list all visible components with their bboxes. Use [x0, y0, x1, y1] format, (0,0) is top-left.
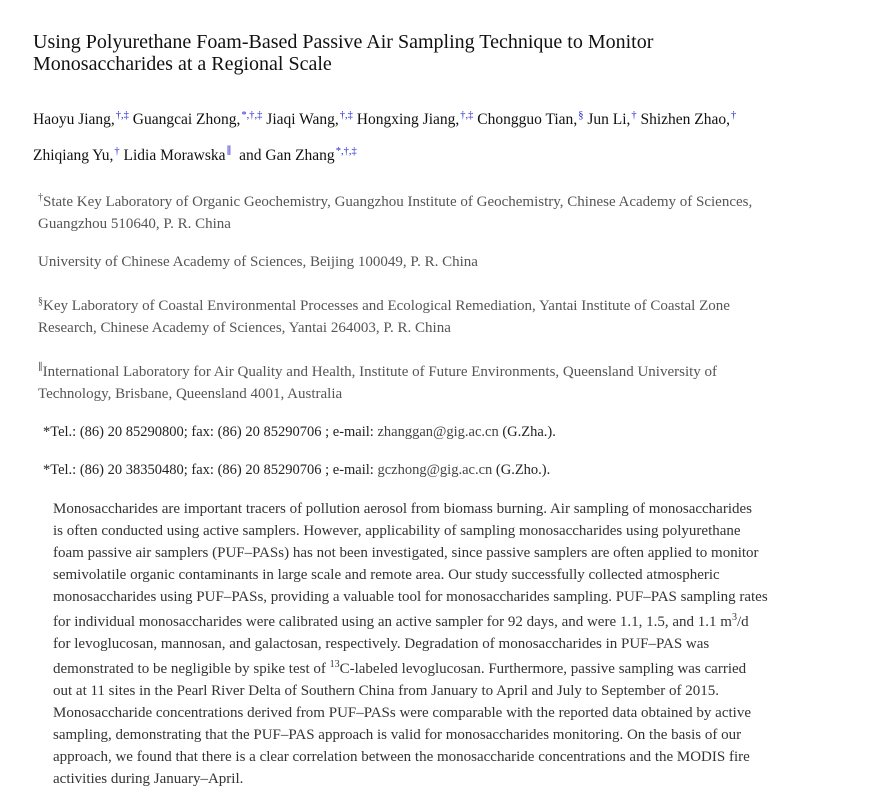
comma: ,: [455, 111, 460, 128]
affiliation-text: Research, Chinese Academy of Sciences, Yantai 264003, P. R. China: [38, 320, 451, 336]
abstract-line: Monosaccharides are important tracers of pollution aerosol from biomass burning. Air sampling of monosaccharides: [53, 501, 752, 517]
contact-initials: (G.Zha.).: [498, 424, 556, 440]
author-name: Haoyu Jiang: [33, 111, 111, 128]
abstract-line: out at 11 sites in the Pearl River Delta of Southern China from January to April and July to September of 2015.: [53, 683, 719, 699]
abstract-line: is often conducted using active samplers. However, applicability of sampling monosaccharides using polyurethane: [53, 523, 741, 539]
author-list-line-2: [33, 147, 863, 165]
title-line-1: Using Polyurethane Foam-Based Passive Air Sampling Technique to Monitor: [33, 31, 654, 53]
affiliation-text: State Key Laboratory of Organic Geochemistry, Guangzhou Institute of Geochemistry, Chinese Academy of Sciences,: [43, 194, 753, 210]
superscript: 13: [329, 659, 340, 670]
abstract-line: Monosaccharide concentrations derived from PUF–PASs were comparable with the reported data obtained by active: [53, 705, 751, 721]
author-name: Shizhen Zhao: [640, 111, 727, 128]
title-line-2: Monosaccharides at a Regional Scale: [33, 53, 332, 75]
contact-line-1: [43, 424, 556, 441]
comma: ,: [110, 111, 115, 128]
author-affiliation-mark[interactable]: *,†,‡: [241, 110, 263, 121]
author-name: Guangcai Zhong: [132, 111, 237, 128]
abstract-text: /d: [736, 614, 749, 630]
author-affiliation-mark[interactable]: †,‡: [339, 110, 353, 121]
abstract-line: semivolatile organic contaminants in large scale and remote area. Our study successfully collected atmospheric: [53, 567, 720, 583]
author-name: Hongxing Jiang: [356, 111, 456, 128]
affiliation-2: [38, 251, 848, 273]
affiliation-text: Technology, Brisbane, Queensland 4001, Australia: [38, 386, 343, 402]
author-affiliation-mark[interactable]: †: [631, 110, 637, 121]
author-affiliation-mark[interactable]: †: [114, 146, 120, 157]
contact-initials: (G.Zho.).: [492, 462, 551, 478]
affiliation-mark: §: [38, 296, 43, 307]
author-name: Gan Zhang: [265, 147, 335, 164]
comma: ,: [573, 111, 578, 128]
comma: ,: [726, 111, 731, 128]
contact-details: *Tel.: (86) 20 38350480; fax: (86) 20 85290706 ; e-mail:: [43, 462, 378, 478]
author-name: Zhiqiang Yu: [33, 147, 110, 164]
author-affiliation-mark[interactable]: *,†,‡: [335, 146, 357, 157]
author-affiliation-mark[interactable]: ∥: [226, 146, 232, 157]
affiliation-4: [38, 361, 848, 405]
affiliation-3: [38, 295, 848, 339]
abstract-line: for levoglucosan, mannosan, and galactosan, respectively. Degradation of monosaccharides in PUF–PAS was: [53, 636, 710, 652]
abstract-text: for individual monosaccharides were calibrated using an active sampler for 92 days, and were 1.1, 1.5, and 1.1 m: [53, 614, 732, 630]
comma: ,: [236, 111, 241, 128]
author-affiliation-mark[interactable]: §: [578, 110, 584, 121]
affiliation-text: University of Chinese Academy of Sciences, Beijing 100049, P. R. China: [38, 254, 478, 270]
author-affiliation-mark[interactable]: †,‡: [115, 110, 129, 121]
email-link[interactable]: zhanggan@gig.ac.cn: [377, 424, 499, 440]
abstract-text: C-labeled levoglucosan. Furthermore, passive sampling was carried: [339, 661, 747, 677]
author-name: Chongguo Tian: [477, 111, 574, 128]
abstract: [53, 498, 853, 790]
comma: ,: [334, 111, 339, 128]
author-name: Jiaqi Wang: [266, 111, 335, 128]
contact-line-2: [43, 462, 550, 479]
affiliation-1: [38, 191, 848, 235]
author-name: Lidia Morawska: [123, 147, 226, 164]
comma: ,: [626, 111, 631, 128]
author-list-line-1: [33, 111, 863, 129]
author-name: Jun Li: [587, 111, 627, 128]
and-connector: and: [239, 147, 262, 164]
affiliation-mark: †: [38, 192, 43, 203]
affiliation-text: International Laboratory for Air Quality and Health, Institute of Future Environments, Queensland University of: [42, 364, 718, 380]
affiliation-text: Key Laboratory of Coastal Environmental Processes and Ecological Remediation, Yantai Institute of Coastal Zone: [43, 298, 730, 314]
abstract-line: [53, 611, 853, 633]
abstract-line: monosaccharides using PUF–PASs, providing a valuable tool for monosaccharides sampling. PUF–PAS sampling rates: [53, 589, 768, 605]
affiliation-mark: ∥: [38, 362, 43, 373]
author-affiliation-mark[interactable]: †: [731, 110, 737, 121]
abstract-line: approach, we found that there is a clear correlation between the monosaccharide concentrations and the MODIS fire: [53, 749, 750, 765]
abstract-text: demonstrated to be negligible by spike test of: [53, 661, 330, 677]
abstract-line: activities during January–April.: [53, 771, 244, 787]
comma: ,: [109, 147, 114, 164]
abstract-line: [53, 658, 853, 680]
contact-details: *Tel.: (86) 20 85290800; fax: (86) 20 85290706 ; e-mail:: [43, 424, 378, 440]
abstract-line: sampling, demonstrating that the PUF–PAS approach is valid for monosaccharides monitoring. On the basis of our: [53, 727, 742, 743]
author-affiliation-mark[interactable]: †,‡: [460, 110, 474, 121]
superscript: 3: [731, 612, 737, 623]
affiliation-text: Guangzhou 510640, P. R. China: [38, 216, 231, 232]
email-link[interactable]: gczhong@gig.ac.cn: [377, 462, 493, 478]
paper-title: [33, 31, 833, 75]
abstract-line: foam passive air samplers (PUF–PASs) has not been investigated, since passive samplers are often applied to monitor: [53, 545, 759, 561]
